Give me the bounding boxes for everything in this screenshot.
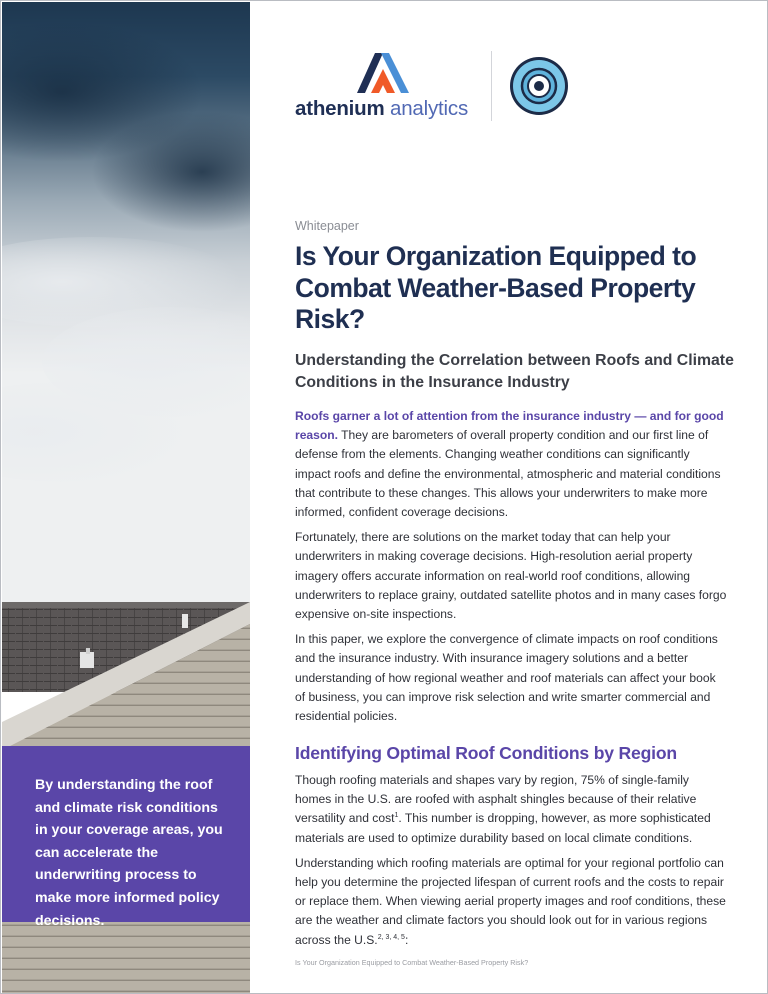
- intro-rest: They are barometers of overall property condition and our first line of defense from the elements. Changing weather conditions can significantly impact roofs and define the environmental, atmospheric and material conditions that contribute to these changes. This allows your underwriters to make more informed, confident coverage decisions.: [295, 428, 721, 520]
- footnote-refs: 2, 3, 4, 5: [377, 933, 405, 941]
- section-p1-text: Though roofing materials and shapes vary by region, 75% of single-family homes in the U.S. are roofed with asphalt shingles because of their relative versatility and cost: [295, 773, 697, 826]
- callout-box: [2, 746, 250, 929]
- company-logo-wordmark: [295, 97, 468, 121]
- section-heading: Identifying Optimal Roof Conditions by Region: [295, 743, 677, 763]
- intro-lead: Roofs garner a lot of attention from the insurance industry — and for good reason.: [295, 409, 724, 443]
- section-p2-end: :: [404, 932, 409, 947]
- body-paragraph: In this paper, we explore the convergence of climate impacts on roof conditions and the insurance industry. With insurance imagery solutions and a better understanding of how regional weather and roof materials can affect your book of business, you can improve risk selection and write smarter commercial and residential policies.: [295, 632, 718, 724]
- body-paragraph: Fortunately, there are solutions on the market today that can help your underwriters in making coverage decisions. High-resolution aerial property imagery offers accurate information on real-world roof conditions, allowing underwriters to replace grainy, outdated satellite photos and in many cases forgo expensive on-site inspections.: [295, 530, 727, 622]
- footnote-ref: 1: [394, 812, 399, 820]
- section-p2-text: Understanding which roofing materials are optimal for your regional portfolio can help you determine the projected lifespan of current roofs and the costs to repair or replace them. When viewing aerial property images and roof conditions, these are the weather and climate factors you should look out for in various regions across the U.S.: [295, 855, 726, 947]
- section-paragraph-1: [295, 771, 727, 848]
- page-title: Is Your Organization Equipped to Combat Weather-Based Property Risk?: [295, 241, 697, 334]
- section-paragraph-2: [295, 854, 727, 950]
- logo-divider: [491, 51, 492, 121]
- intro-body: [295, 407, 727, 732]
- section-body: [295, 771, 727, 956]
- camera-lens-icon: [508, 55, 570, 117]
- intro-paragraph: [295, 407, 727, 522]
- brand-logos: [295, 47, 595, 127]
- logo-word-light: analytics: [390, 97, 468, 120]
- page-footer: Is Your Organization Equipped to Combat Weather-Based Property Risk?: [295, 958, 529, 967]
- callout-text: By understanding the roof and climate risk conditions in your coverage areas, you can accelerate the underwriting process to make more informed policy decisions.: [35, 777, 223, 929]
- document-type-label: Whitepaper: [295, 219, 359, 233]
- page-subtitle: Understanding the Correlation between Roofs and Climate Conditions in the Insurance Industry: [295, 352, 734, 391]
- athenium-a-logo-icon: [353, 49, 413, 97]
- logo-word-bold: athenium: [295, 97, 385, 120]
- section-p1-after: . This number is dropping, however, as more sophisticated materials are used to optimize durability based on local climate conditions.: [295, 811, 711, 845]
